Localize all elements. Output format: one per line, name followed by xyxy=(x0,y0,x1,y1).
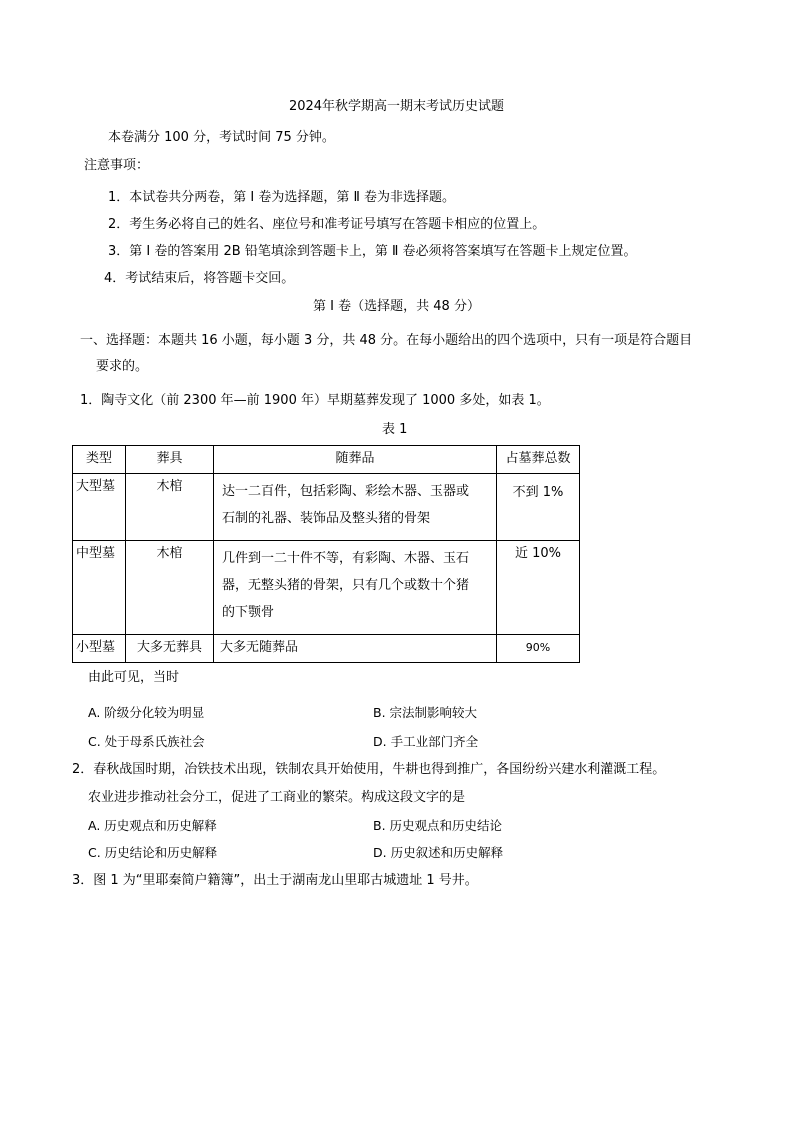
question-1-prompt: 由此可见，当时 xyxy=(88,670,180,685)
cell-type: 中型墓 xyxy=(73,541,126,635)
notice-item: 1．本试卷共分两卷，第 Ⅰ 卷为选择题，第 Ⅱ 卷为非选择题。 xyxy=(108,190,456,205)
cell-share: 不到 1% xyxy=(497,474,580,541)
table-row xyxy=(73,541,580,635)
question-2-stem: 2．春秋战国时期，冶铁技术出现，铁制农具开始使用，牛耕也得到推广，各国纷纷兴建水利灌溉工程。 xyxy=(72,762,666,777)
question-1-stem: 1．陶寺文化（前 2300 年—前 1900 年）早期墓葬发现了 1000 多处，如表 1。 xyxy=(80,393,550,408)
q1-option-a: A. 阶级分化较为明显 xyxy=(88,705,205,720)
header-type: 类型 xyxy=(73,446,126,474)
header-share: 占墓葬总数 xyxy=(497,446,580,474)
part1-heading: 第 Ⅰ 卷（选择题，共 48 分） xyxy=(313,299,480,314)
header-goods: 随葬品 xyxy=(214,446,497,474)
question-2-stem-cont: 农业进步推动社会分工，促进了工商业的繁荣。构成这段文字的是 xyxy=(88,790,466,805)
exam-intro: 本卷满分 100 分，考试时间 75 分钟。 xyxy=(108,130,335,145)
q1-option-b: B. 宗法制影响较大 xyxy=(373,705,478,720)
cell-coffin: 木棺 xyxy=(126,541,214,635)
header-coffin: 葬具 xyxy=(126,446,214,474)
section1-instructions-cont: 要求的。 xyxy=(96,359,149,374)
burial-table xyxy=(72,445,580,663)
q1-option-d: D. 手工业部门齐全 xyxy=(373,734,479,749)
question-3-stem: 3．图 1 为“里耶秦简户籍簿”，出土于湖南龙山里耶古城遗址 1 号井。 xyxy=(72,873,478,888)
q2-option-d: D. 历史叙述和历史解释 xyxy=(373,845,504,860)
notice-item: 4．考试结束后，将答题卡交回。 xyxy=(104,271,295,286)
cell-type: 大型墓 xyxy=(73,474,126,541)
q2-option-a: A. 历史观点和历史解释 xyxy=(88,818,217,833)
table-row xyxy=(73,635,580,663)
section1-instructions: 一、选择题：本题共 16 小题，每小题 3 分，共 48 分。在每小题给出的四个选项中，只有一项是符合题目 xyxy=(80,333,693,348)
cell-coffin: 木棺 xyxy=(126,474,214,541)
table-header-row xyxy=(73,446,580,474)
q2-option-b: B. 历史观点和历史结论 xyxy=(373,818,503,833)
cell-coffin: 大多无葬具 xyxy=(126,635,214,663)
q1-option-c: C. 处于母系氏族社会 xyxy=(88,734,205,749)
table-caption: 表 1 xyxy=(382,422,408,437)
cell-type: 小型墓 xyxy=(73,635,126,663)
table-row xyxy=(73,474,580,541)
cell-share: 近 10% xyxy=(497,541,580,635)
cell-goods: 达一二百件，包括彩陶、彩绘木器、玉器或 石制的礼器、装饰品及整头猪的骨架 xyxy=(214,474,497,541)
cell-goods: 大多无随葬品 xyxy=(214,635,497,663)
exam-title: 2024年秋学期高一期末考试历史试题 xyxy=(288,99,505,114)
notice-heading: 注意事项： xyxy=(84,158,150,173)
cell-share: 90% xyxy=(497,635,580,663)
notice-item: 3．第 Ⅰ 卷的答案用 2B 铅笔填涂到答题卡上，第 Ⅱ 卷必须将答案填写在答题卡上规定位置。 xyxy=(108,244,637,259)
notice-item: 2．考生务必将自己的姓名、座位号和准考证号填写在答题卡相应的位置上。 xyxy=(108,217,546,232)
q2-option-c: C. 历史结论和历史解释 xyxy=(88,845,218,860)
cell-goods: 几件到一二十件不等，有彩陶、木器、玉石 器，无整头猪的骨架，只有几个或数十个猪 的下颚骨 xyxy=(214,541,497,635)
